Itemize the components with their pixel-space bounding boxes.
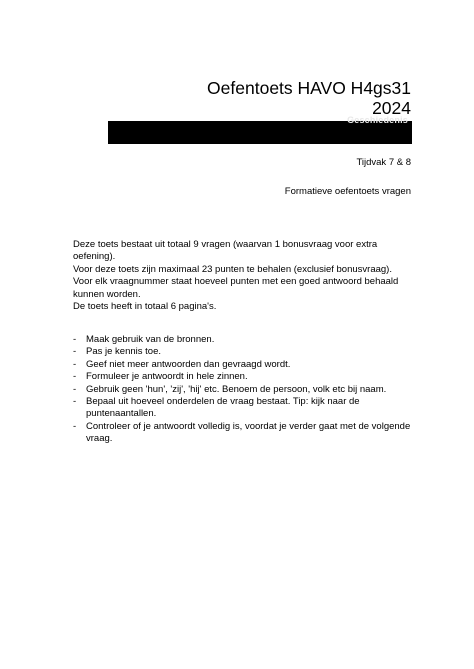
intro-line: De toets heeft in totaal 6 pagina's. (73, 301, 217, 313)
bullet-dash: - (73, 396, 77, 408)
intro-text (73, 239, 413, 313)
list-item-text: Controleer of je antwoordt volledig is, voordat je verder gaat met de volgende vraag. (86, 420, 411, 445)
list-item-text: Gebruik geen 'hun', 'zij', 'hij' etc. Benoem de persoon, volk etc bij naam. (86, 383, 387, 395)
list-item (73, 334, 418, 346)
header-bar (108, 115, 412, 144)
list-item (73, 421, 418, 446)
list-item (73, 384, 418, 396)
bullet-dash: - (73, 371, 77, 383)
intro-line: Voor deze toets zijn maximaal 23 punten te behalen (exclusief bonusvraag). (73, 263, 392, 275)
list-item (73, 396, 418, 421)
title-line-2: 2024 (372, 98, 411, 118)
list-item (73, 359, 418, 371)
instructions-list (73, 334, 418, 446)
tijdvak-label: Tijdvak 7 & 8 (356, 157, 411, 168)
bullet-dash: - (73, 334, 77, 345)
list-item-text: Geef niet meer antwoorden dan gevraagd wordt. (86, 358, 291, 370)
title-line-1: Oefentoets HAVO H4gs31 (207, 78, 411, 98)
list-item-text: Pas je kennis toe. (86, 346, 161, 358)
test-subtitle: Formatieve oefentoets vragen (284, 186, 411, 197)
subject-label: Geschiedenis (347, 115, 408, 125)
intro-line: Deze toets bestaat uit totaal 9 vragen (waarvan 1 bonusvraag voor extra oefening). (73, 239, 378, 263)
bullet-dash: - (73, 383, 77, 395)
list-item-text: Formuleer je antwoordt in hele zinnen. (86, 371, 248, 383)
intro-line: Voor elk vraagnummer staat hoeveel punten met een goed antwoord behaald kunnen worden. (73, 276, 399, 300)
bullet-dash: - (73, 346, 77, 358)
list-item (73, 346, 418, 358)
list-item-text: Bepaal uit hoeveel onderdelen de vraag bestaat. Tip: kijk naar de puntenaantallen. (86, 396, 360, 420)
bullet-dash: - (73, 420, 77, 432)
document-title (207, 78, 411, 118)
list-item-text: Maak gebruik van de bronnen. (86, 334, 215, 345)
bullet-dash: - (73, 358, 77, 370)
list-item (73, 371, 418, 383)
